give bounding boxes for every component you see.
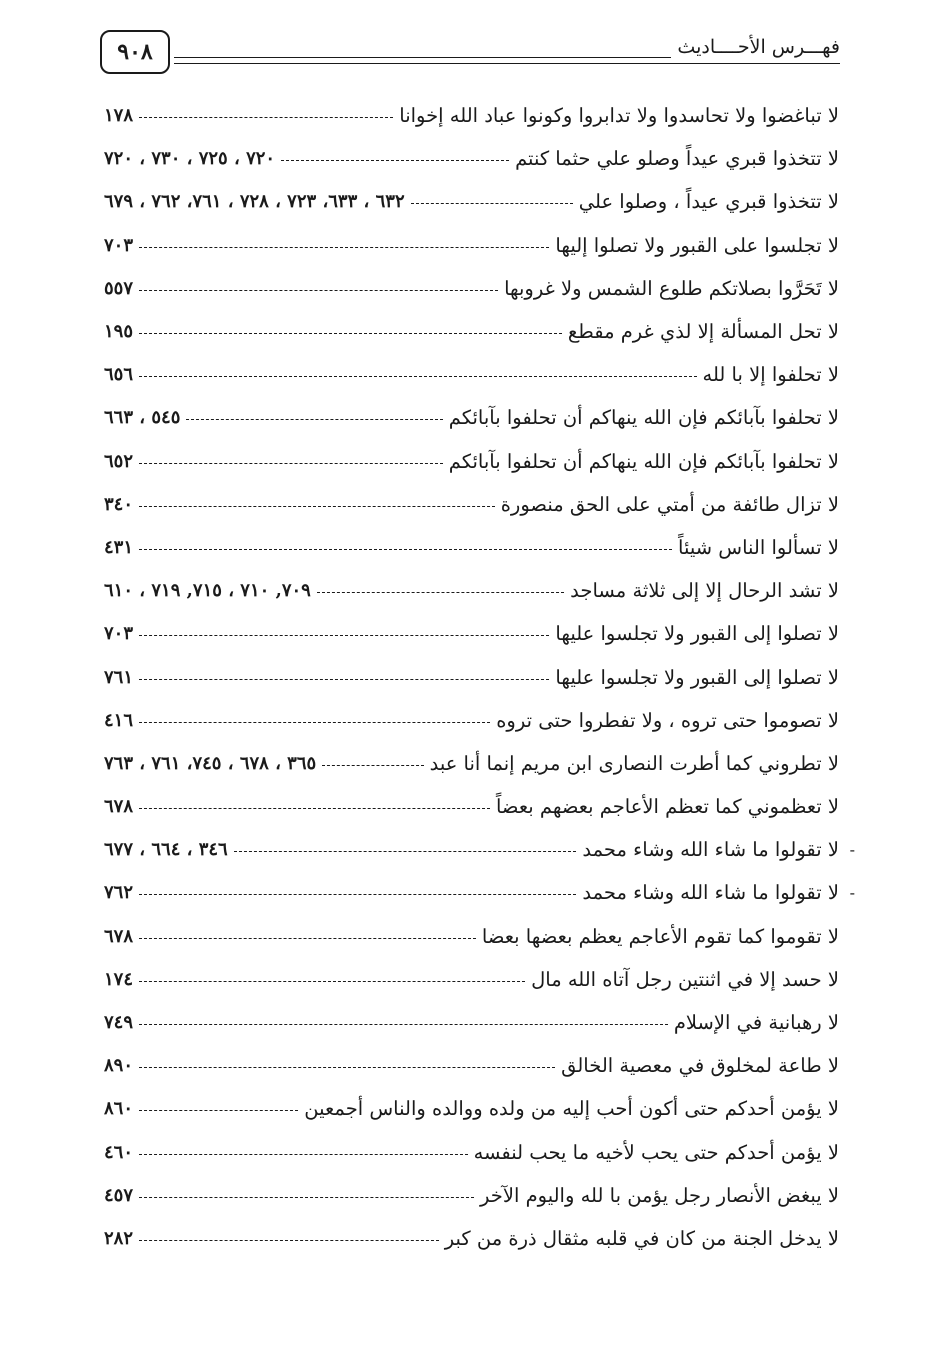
- entry-page-refs: ٥٥٧: [104, 277, 134, 299]
- entry-page-refs: ٥٤٥ ، ٦٦٣: [104, 407, 181, 429]
- dotted-leader: [139, 1024, 668, 1025]
- index-entry: [104, 569, 839, 612]
- entry-text: لا تصلوا إلى القبور ولا تجلسوا عليها: [555, 622, 839, 646]
- dotted-leader: [139, 938, 476, 939]
- page-number: ٩٠٨: [100, 30, 170, 74]
- index-entry: [104, 353, 839, 396]
- entry-page-refs: ٣٦٥ ، ٦٧٨ ، ٧٤٥، ٧٦١ ، ٧٦٣: [104, 752, 317, 774]
- entry-page-refs: ٤٦٠: [104, 1141, 134, 1163]
- entry-page-refs: ٤٣١: [104, 536, 134, 558]
- header-rule-lower: [174, 63, 840, 64]
- dotted-leader: [139, 506, 495, 507]
- entry-marker: -: [849, 883, 855, 903]
- entry-text: لا تصوموا حتى تروه ، ولا تفطروا حتى تروه: [496, 708, 839, 732]
- index-entry: [104, 1174, 839, 1217]
- dotted-leader: [281, 160, 509, 161]
- entry-page-refs: ١٧٨: [104, 105, 134, 127]
- entry-page-refs: ٣٤٠: [104, 493, 134, 515]
- entry-page-refs: ٨٦٠: [104, 1098, 134, 1120]
- dotted-leader: [139, 1067, 555, 1068]
- dotted-leader: [186, 419, 442, 420]
- entry-text: لا تحلفوا بآبائكم فإن الله ينهاكم أن تحلفوا بآبائكم: [448, 406, 839, 430]
- entry-page-refs: ٦٥٢: [104, 450, 134, 472]
- index-entry: [104, 137, 839, 180]
- index-entry: [104, 1217, 839, 1260]
- dotted-leader: [139, 376, 696, 377]
- index-entry: [104, 915, 839, 958]
- entry-text: لا تسألوا الناس شيئاً: [678, 535, 839, 559]
- dotted-leader: [234, 851, 577, 852]
- entry-text: لا تجلسوا على القبور ولا تصلوا إليها: [555, 233, 839, 257]
- entry-marker: -: [849, 840, 855, 860]
- dotted-leader: [139, 549, 672, 550]
- dotted-leader: [322, 765, 423, 766]
- entry-text: لا تصلوا إلى القبور ولا تجلسوا عليها: [555, 665, 839, 689]
- entry-page-refs: ٧٠٩, ٧١٠ ، ٧١٥, ٧١٩ ، ٦١٠: [104, 580, 311, 602]
- dotted-leader: [139, 894, 576, 895]
- index-entry: [104, 655, 839, 698]
- entry-page-refs: ٧٠٣: [104, 234, 134, 256]
- entry-page-refs: ٧٦٢: [104, 882, 134, 904]
- entry-text: لا يبغض الأنصار رجل يؤمن با لله واليوم الآخر: [480, 1183, 839, 1207]
- dotted-leader: [139, 679, 549, 680]
- index-entry: [104, 612, 839, 655]
- index-entry: [104, 396, 839, 439]
- index-entry: [104, 1044, 839, 1087]
- index-entry: [104, 224, 839, 267]
- index-entry: [104, 440, 839, 483]
- entry-text: لا تطروني كما أطرت النصارى ابن مريم إنما أنا عبد: [429, 751, 839, 775]
- entry-text: لا يؤمن أحدكم حتى أكون أحب إليه من ولده ووالده والناس أجمعين: [304, 1097, 839, 1121]
- dotted-leader: [139, 808, 490, 809]
- entry-text: لا تحل المسألة إلا لذي غرم مقطع: [567, 320, 839, 344]
- index-entry: [104, 267, 839, 310]
- dotted-leader: [411, 203, 573, 204]
- index-entry: [104, 699, 839, 742]
- dotted-leader: [139, 1110, 298, 1111]
- index-entry: [104, 94, 839, 137]
- entry-page-refs: ٨٩٠: [104, 1055, 134, 1077]
- entry-text: لا تزال طائفة من أمتي على الحق منصورة: [500, 492, 839, 516]
- entry-page-refs: ٧٠٣: [104, 623, 134, 645]
- entry-text: لا تقولوا ما شاء الله وشاء محمد: [582, 881, 839, 905]
- entry-text: لا يؤمن أحدكم حتى يحب لأخيه ما يحب لنفسه: [473, 1140, 839, 1164]
- entry-text: لا تحلفوا إلا با لله: [702, 363, 839, 387]
- entry-text: لا تشد الرحال إلا إلى ثلاثة مساجد: [570, 579, 839, 603]
- entry-text: لا تَحَرَّوا بصلاتكم طلوع الشمس ولا غروبها: [504, 276, 839, 300]
- index-entry: [104, 742, 839, 785]
- entry-page-refs: ٧٤٩: [104, 1012, 134, 1034]
- index-entry: [104, 1087, 839, 1130]
- entry-text: لا تعظموني كما تعظم الأعاجم بعضهم بعضاً: [495, 795, 839, 819]
- entry-text: لا حسد إلا في اثنتين رجل آتاه الله مال: [531, 967, 839, 991]
- index-entry: [104, 526, 839, 569]
- entry-text: لا تحلفوا بآبائكم فإن الله ينهاكم أن تحلفوا بآبائكم: [448, 449, 839, 473]
- dotted-leader: [139, 722, 490, 723]
- entry-page-refs: ٦٧٨: [104, 925, 134, 947]
- index-entry: [104, 180, 839, 223]
- dotted-leader: [139, 117, 393, 118]
- entry-page-refs: ٢٨٢: [104, 1227, 134, 1249]
- running-title: فهـــرس الأحــــاديث: [671, 36, 840, 58]
- index-entry: [104, 871, 855, 914]
- entry-page-refs: ٦٣٢ ، ٦٣٣، ٧٢٣ ، ٧٢٨ ، ٧٦١، ٧٦٢ ، ٦٧٩: [104, 191, 405, 213]
- hadith-index-list: [104, 94, 855, 1260]
- entry-page-refs: ٧٦١: [104, 666, 134, 688]
- dotted-leader: [139, 1197, 474, 1198]
- entry-text: لا رهبانية في الإسلام: [673, 1011, 839, 1035]
- dotted-leader: [139, 247, 549, 248]
- dotted-leader: [139, 290, 498, 291]
- page-header: [98, 30, 840, 78]
- entry-text: لا تتخذوا قبري عيداً ، وصلوا علي: [578, 190, 839, 214]
- dotted-leader: [139, 333, 562, 334]
- dotted-leader: [139, 981, 525, 982]
- index-entry: [104, 1001, 839, 1044]
- entry-text: لا طاعة لمخلوق في معصية الخالق: [561, 1054, 839, 1078]
- entry-text: لا يدخل الجنة من كان في قلبه مثقال ذرة من كبر: [444, 1226, 839, 1250]
- entry-text: لا تتخذوا قبري عيداً وصلو علي حثما كنتم: [515, 147, 839, 171]
- dotted-leader: [139, 1240, 439, 1241]
- entry-text: لا تباغضوا ولا تحاسدوا ولا تدابروا وكونوا عباد الله إخوانا: [399, 104, 839, 128]
- dotted-leader: [317, 592, 564, 593]
- dotted-leader: [139, 635, 549, 636]
- entry-page-refs: ٣٤٦ ، ٦٦٤ ، ٦٧٧: [104, 839, 228, 861]
- index-entry: [104, 310, 839, 353]
- entry-page-refs: ٧٢٠ ، ٧٢٥ ، ٧٣٠ ، ٧٢٠: [104, 148, 276, 170]
- entry-page-refs: ٤٥٧: [104, 1184, 134, 1206]
- header-rule: [174, 57, 690, 58]
- dotted-leader: [139, 1154, 468, 1155]
- entry-text: لا تقولوا ما شاء الله وشاء محمد: [582, 838, 839, 862]
- index-entry: [104, 1131, 839, 1174]
- entry-page-refs: ١٩٥: [104, 321, 134, 343]
- index-entry: [104, 483, 839, 526]
- entry-page-refs: ١٧٤: [104, 968, 134, 990]
- index-entry: [104, 958, 839, 1001]
- dotted-leader: [139, 463, 443, 464]
- entry-page-refs: ٤١٦: [104, 709, 134, 731]
- entry-page-refs: ٦٧٨: [104, 796, 134, 818]
- entry-text: لا تقوموا كما تقوم الأعاجم يعظم بعضها بعضا: [481, 924, 839, 948]
- entry-page-refs: ٦٥٦: [104, 364, 134, 386]
- index-entry: [104, 785, 839, 828]
- index-entry: [104, 828, 855, 871]
